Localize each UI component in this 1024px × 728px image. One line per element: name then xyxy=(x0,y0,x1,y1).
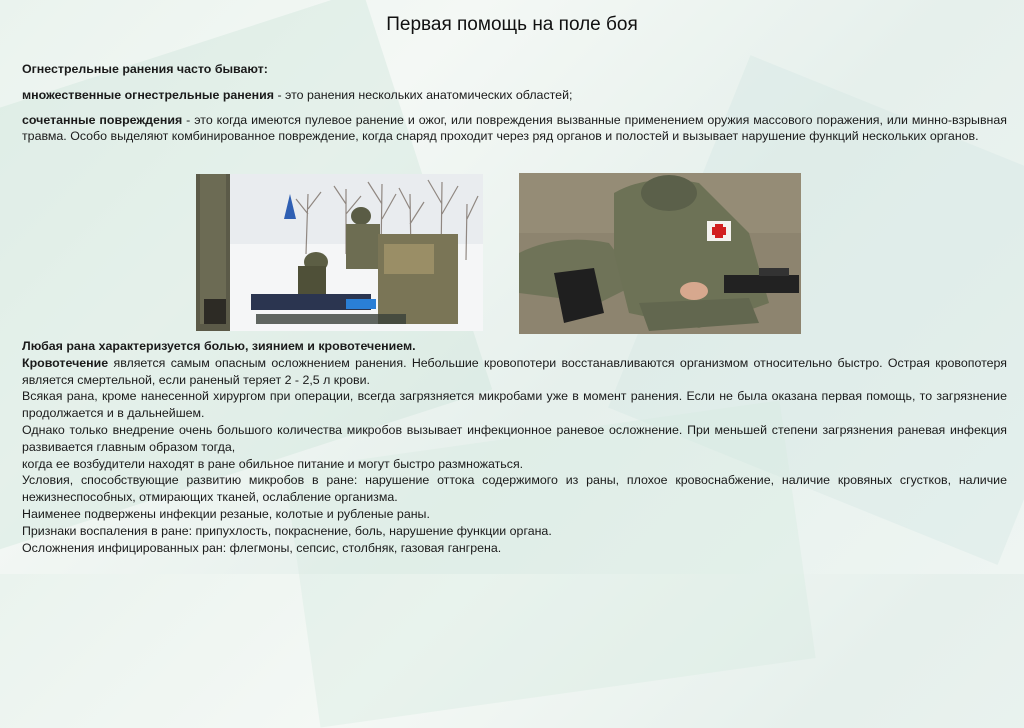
slide-title: Первая помощь на поле боя xyxy=(386,14,638,35)
conditions-paragraph: Условия, способствующие развитию микробов в ране: нарушение оттока содержимого из раны, плохое кровоснабжение, наличие кровяных сгустков, наличие нежизнеспособных, отмирающих тканей, ослабление организма. xyxy=(22,473,1007,505)
bleeding-text: является самым опасным осложнением ранения. Небольшие кровопотери восстанавливаются организмом относительно быстро. Острая кровопотеря является смертельной, если раненый теряет 2 - 2,5 л крови. xyxy=(22,355,1007,387)
contamination-paragraph: Всякая рана, кроме нанесенной хирургом при операции, всегда загрязняется микробами уже в момент ранения. Если не была оказана первая помощь, то загрязнение продолжается и в дальнейшем. xyxy=(22,389,1007,421)
photo-field-first-aid-image xyxy=(196,174,483,331)
pain-line: Любая рана характеризуется болью, зиянием и кровотечением. xyxy=(22,339,416,353)
photo-bandaging-soldier-image xyxy=(519,173,801,334)
infection-paragraph: Однако только внедрение очень большого количества микробов вызывает инфекционное раневое осложнение. При меньшей степени загрязнения раневая инфекция развивается главным образом тогда, xyxy=(22,422,1007,454)
combined-injuries-term: сочетанные повреждения xyxy=(22,113,183,127)
multiple-wounds-text: - это ранения нескольких анатомических областей; xyxy=(274,88,573,102)
inflammation-signs-line: Признаки воспаления в ране: припухлость, покраснение, боль, нарушение функции органа. xyxy=(22,523,552,538)
multiple-wounds-paragraph xyxy=(22,87,1007,103)
bleeding-paragraph xyxy=(22,355,1007,389)
intro-heading: Огнестрельные ранения часто бывают: xyxy=(22,62,268,76)
multiple-wounds-term: множественные огнестрельные ранения xyxy=(22,88,275,102)
complications-line: Осложнения инфицированных ран: флегмоны, сепсис, столбняк, газовая гангрена. xyxy=(22,540,502,555)
least-susceptible-line: Наименее подвержены инфекции резаные, колотые и рубленые раны. xyxy=(22,506,430,521)
photo-bandaging-soldier xyxy=(519,173,801,334)
wound-description xyxy=(22,338,1007,556)
photo-field-first-aid xyxy=(196,174,483,331)
bleeding-term: Кровотечение xyxy=(22,355,109,370)
infection-continued: когда ее возбудители находят в ране обильное питание и могут быстро размножаться. xyxy=(22,456,524,471)
combined-injuries-text: - это когда имеются пулевое ранение и ожог, или повреждения вызванные применением оружия массового поражения, или минно-взрывная травма. Особо выделяют комбинированное повреждение, когда снаряд проходит через ряд органов и полостей и вызывает нарушение функций нескольких органов. xyxy=(22,113,1007,143)
combined-injuries-paragraph xyxy=(22,112,1007,144)
